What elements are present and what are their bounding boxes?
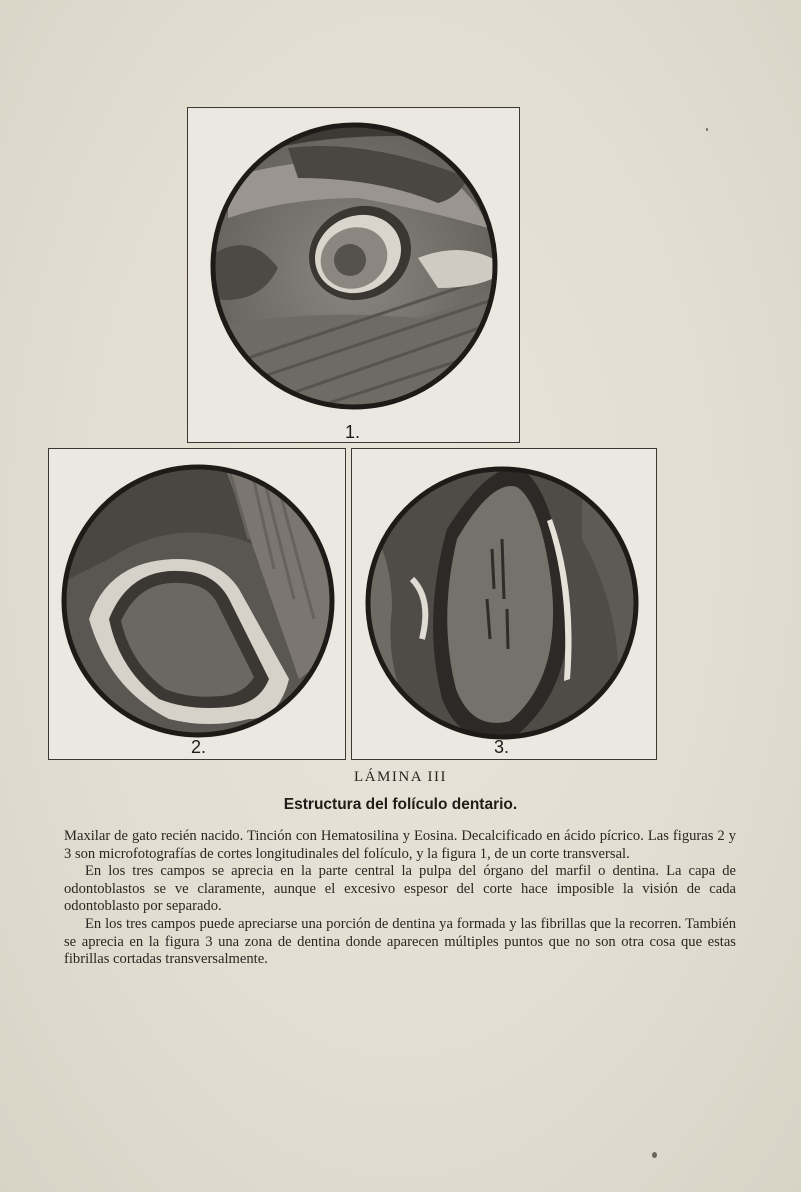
caption-paragraph-2: En los tres campos se aprecia en la parte central la pulpa del órgano del marfil o dentina. La capa de odontoblastos se ve claramente, aunque el excesivo espesor del corte hace imposible la visión de cada odontoblasto por separado. <box>64 863 736 915</box>
figure-2-number: 2. <box>191 737 207 757</box>
caption-paragraph-1: Maxilar de gato recién nacido. Tinción con Hematosilina y Eosina. Decalcificado en ácido pícrico. Las figuras 2 y 3 son microfotografías de cortes longitudinales del folículo, y la figura 1, de un corte transversal. <box>64 828 736 862</box>
caption-body <box>64 828 736 969</box>
figure-2-panel <box>48 448 346 760</box>
figure-3-micrograph <box>352 449 655 758</box>
plate-subtitle: Estructura del folículo dentario. <box>283 796 518 813</box>
figure-3-number: 3. <box>494 737 510 757</box>
figure-1-micrograph <box>188 108 518 441</box>
paper-speck <box>706 128 708 131</box>
plate-title: LÁMINA III <box>354 769 447 785</box>
figure-2-micrograph <box>49 449 344 758</box>
figure-1-number: 1. <box>345 422 361 442</box>
figure-1-panel <box>187 107 520 443</box>
figure-3-panel <box>351 448 657 760</box>
caption-paragraph-3: En los tres campos puede apreciarse una porción de dentina ya formada y las fibrillas que la recorren. También se aprecia en la figura 3 una zona de dentina donde aparecen múltiples puntos que no son otra cosa que estas fibrillas cortadas transversalmente. <box>64 915 736 968</box>
paper-speck <box>652 1152 657 1158</box>
